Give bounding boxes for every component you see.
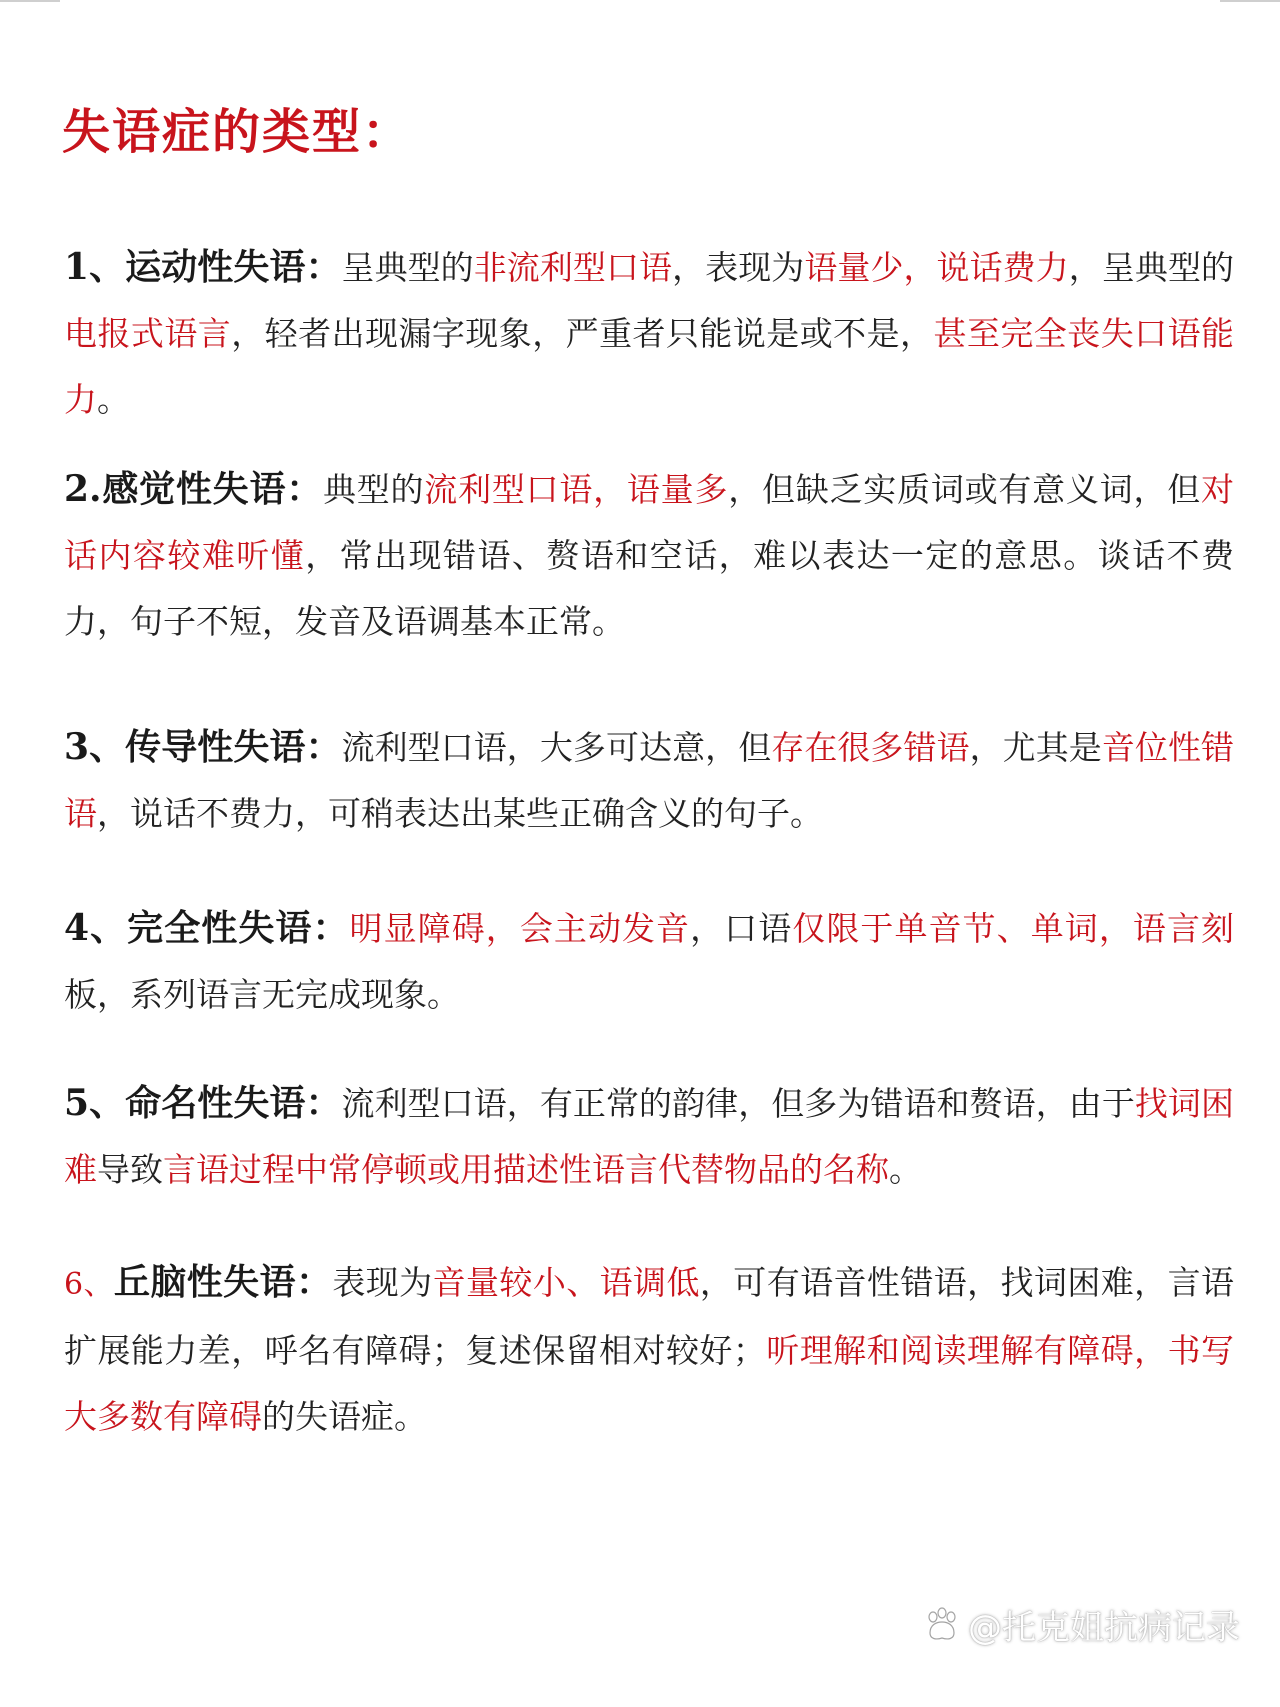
section-term: 传导性失语： [125,727,342,768]
section-term: 命名性失语： [125,1083,342,1124]
section-anomic-aphasia [64,1070,1234,1203]
section-text: 流利型口语，有正常的韵律，但多为错语和赘语，由于找词困难导致言语过程中常停顿或用描述性语言代替物品的名称。 [64,1084,1234,1189]
section-number: 5、 [64,1082,126,1124]
section-text: 明显障碍，会主动发音，口语仅限于单音节、单词，语言刻板，系列语言无完成现象。 [64,909,1235,1014]
section-conduction-aphasia [64,714,1234,847]
section-thalamic-aphasia [64,1250,1234,1450]
section-number: 2. [64,468,102,510]
section-number: 3、 [64,726,126,768]
section-sensory-aphasia [64,456,1234,655]
corner-line-right [1220,0,1280,2]
watermark [922,1600,1240,1649]
section-term: 感觉性失语： [101,469,323,510]
section-motor-aphasia [64,234,1234,433]
section-text: 流利型口语，大多可达意，但存在很多错语，尤其是音位性错语，说话不费力，可稍表达出某些正确含义的句子。 [64,728,1235,833]
page-title: 失语症的类型： [62,104,413,160]
section-term: 运动性失语： [125,247,342,288]
section-number: 1、 [64,246,126,288]
section-global-aphasia [64,895,1234,1028]
section-term: 丘脑性失语： [113,1262,333,1303]
paw-logo-icon [922,1605,962,1645]
corner-line-left [0,0,60,2]
section-text: 表现为音量较小、语调低，可有语音性错语，找词困难，言语扩展能力差，呼名有障碍；复述保留相对较好；听理解和阅读理解有障碍，书写大多数有障碍的失语症。 [64,1263,1235,1436]
section-number: 6、 [64,1267,114,1302]
section-term: 完全性失语： [127,908,350,949]
section-number: 4、 [64,907,128,949]
section-text: 典型的流利型口语，语量多，但缺乏实质词或有意义词，但对话内容较难听懂，常出现错语、赘语和空话，难以表达一定的意思。谈话不费力，句子不短，发音及语调基本正常。 [64,470,1235,641]
section-text: 呈典型的非流利型口语，表现为语量少，说话费力，呈典型的电报式语言，轻者出现漏字现象，严重者只能说是或不是，甚至完全丧失口语能力。 [64,248,1235,419]
watermark-text: @托克姐抗病记录 [968,1608,1240,1648]
